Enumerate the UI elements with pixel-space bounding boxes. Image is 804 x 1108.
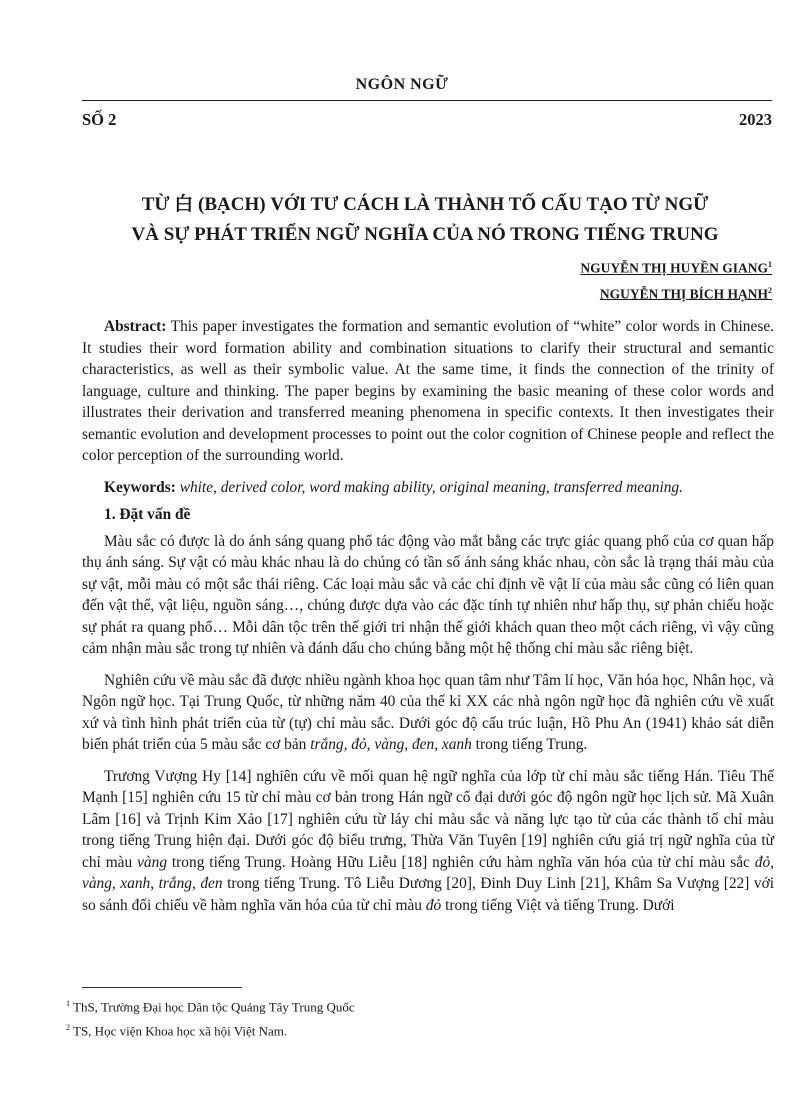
issue-number: SỐ 2: [82, 110, 117, 129]
paragraph-2-end: trong tiếng Trung.: [471, 736, 588, 753]
abstract: [82, 316, 774, 467]
abstract-label: Abstract:: [104, 318, 167, 335]
keywords: [82, 477, 774, 499]
paragraph-3-part-b: trong tiếng Trung. Hoàng Hữu Liễu [18] nghiên cứu hàm nghĩa văn hóa của từ chỉ màu sắc: [167, 853, 755, 871]
footnote-2-mark: 2: [66, 1023, 70, 1032]
paragraph-3-do: đỏ: [425, 896, 442, 914]
paragraph-3-part-c: trong tiếng Trung. Tô Liễu Dương [20], Đinh Duy Linh [21], Khâm Sa Vượng [22] với so sánh đối chiếu về hàm nghĩa văn hóa của từ chỉ màu: [82, 875, 775, 914]
paragraph-2-text: Nghiên cứu về màu sắc đã được nhiều ngành khoa học quan tâm như Tâm lí học, Văn hóa học, Nhân học, và Ngôn ngữ học. Tại Trung Quốc, từ những năm 40 của thế kỉ XX các nhà ngôn ngữ học đã nghiên cứu về xuất xứ và tình hình phát triển của từ (tự) chỉ màu sắc. Dưới góc độ cấu trúc luận, Hồ Phu An (1941) khảo sát diễn biến phát triển của 5 màu sắc cơ bản: [82, 671, 774, 753]
publication-year: 2023: [739, 110, 772, 129]
paragraph-3: [82, 766, 774, 917]
paragraph-3-colors: đỏ, vàng, xanh, trắng, đen: [82, 853, 774, 892]
keywords-text: white, derived color, word making ability, original meaning, transferred meaning.: [179, 478, 683, 496]
footnote-1-text: ThS, Trường Đại học Dân tộc Quảng Tây Trung Quốc: [70, 999, 355, 1015]
author-list: [580, 254, 772, 305]
paragraph-1: Màu sắc có được là do ánh sáng quang phổ tác động vào mắt bằng các trực giác quang phổ của cơ quan hấp thụ ánh sáng. Sự vật có màu khác nhau là do chúng có tần số ánh sáng khác nhau, còn sắc là trạng thái màu của sự vật, mỗi màu có một sắc thái riêng. Các loại màu sắc và các chỉ định về vật lí của màu sắc cũng có liên quan đến vật thể, vật liệu, nguồn sáng…, chúng được dựa vào các đặc tính tự nhiên như hấp thụ, sự phản chiếu hoặc sự phát ra quang phổ… Mỗi dân tộc trên thế giới tri nhận thế giới khách quan theo một cách riêng, vì vậy cũng cảm nhận màu sắc trong tự nhiên và đánh dấu cho chúng bằng một hệ thống chỉ màu sắc riêng biệt.: [82, 532, 774, 657]
keywords-label: Keywords:: [104, 478, 176, 496]
footnote-1-mark: 1: [66, 999, 70, 1008]
journal-name: NGÔN NGỮ: [355, 76, 449, 93]
author-1: [580, 254, 772, 280]
paragraph-2: [82, 670, 774, 756]
header-rule: [82, 100, 772, 101]
section-heading: 1. Đặt vấn đề: [104, 506, 191, 523]
paragraph-3-part-d: trong tiếng Việt và tiếng Trung. Dưới: [441, 896, 675, 914]
author-1-name: NGUYỄN THỊ HUYỀN GIANG: [580, 260, 768, 276]
paragraph-2-colors: trắng, đỏ, vàng, đen, xanh: [310, 736, 472, 753]
footnote-2: [66, 1019, 287, 1040]
paragraph-3-vang: vàng: [137, 853, 168, 871]
title-line-2: VÀ SỰ PHÁT TRIỂN NGỮ NGHĨA CỦA NÓ TRONG TIẾNG TRUNG: [131, 224, 719, 245]
author-2-name: NGUYỄN THỊ BÍCH HẠNH: [599, 286, 768, 301]
title-line-1: TỪ 白 (BẠCH) VỚI TƯ CÁCH LÀ THÀNH TỐ CẤU TẠO TỪ NGỮ: [141, 194, 709, 215]
author-1-footnote-mark: 1: [768, 260, 772, 269]
abstract-text: This paper investigates the formation and semantic evolution of “white” color words in Chinese. It studies their word formation ability and combination situations to clarify their structural and semantic characteristics, as well as their symbolic value. At the same time, it finds the connection of the trinity of language, culture and thinking. The paper begins by examining the basic meaning of these color words and illustrates their derivation and transferred meaning phenomena in specific contexts. It then investigates their semantic evolution and development processes to point out the color cognition of Chinese people and reflect the color perception of the surrounding world.: [82, 318, 774, 464]
author-2: [580, 280, 772, 306]
author-2-footnote-mark: 2: [768, 285, 772, 295]
paragraph-3-part-a: Trương Vượng Hy [14] nghiên cứu về mối quan hệ ngữ nghĩa của lớp từ chỉ màu sắc tiếng Hán. Tiêu Thế Mạnh [15] nghiên cứu 15 từ chỉ màu cơ bản trong Hán ngữ cổ đại dưới góc độ ngôn ngữ học lịch sử. Mã Xuân Lâm [16] và Trịnh Kim Xảo [17] nghiên cứu từ láy chỉ màu sắc và năng lực tạo từ của các thành tố chỉ màu trong tiếng Trung hiện đại. Dưới góc độ biểu trưng, Thừa Văn Tuyên [19] nghiên cứu giá trị ngữ nghĩa của từ chỉ màu: [82, 767, 774, 871]
article-body: [82, 316, 774, 926]
footnote-2-text: TS, Học viện Khoa học xã hội Việt Nam.: [70, 1023, 288, 1039]
footnote-1: [66, 995, 355, 1016]
article-title: [60, 190, 790, 250]
footnote-rule: [82, 987, 242, 988]
